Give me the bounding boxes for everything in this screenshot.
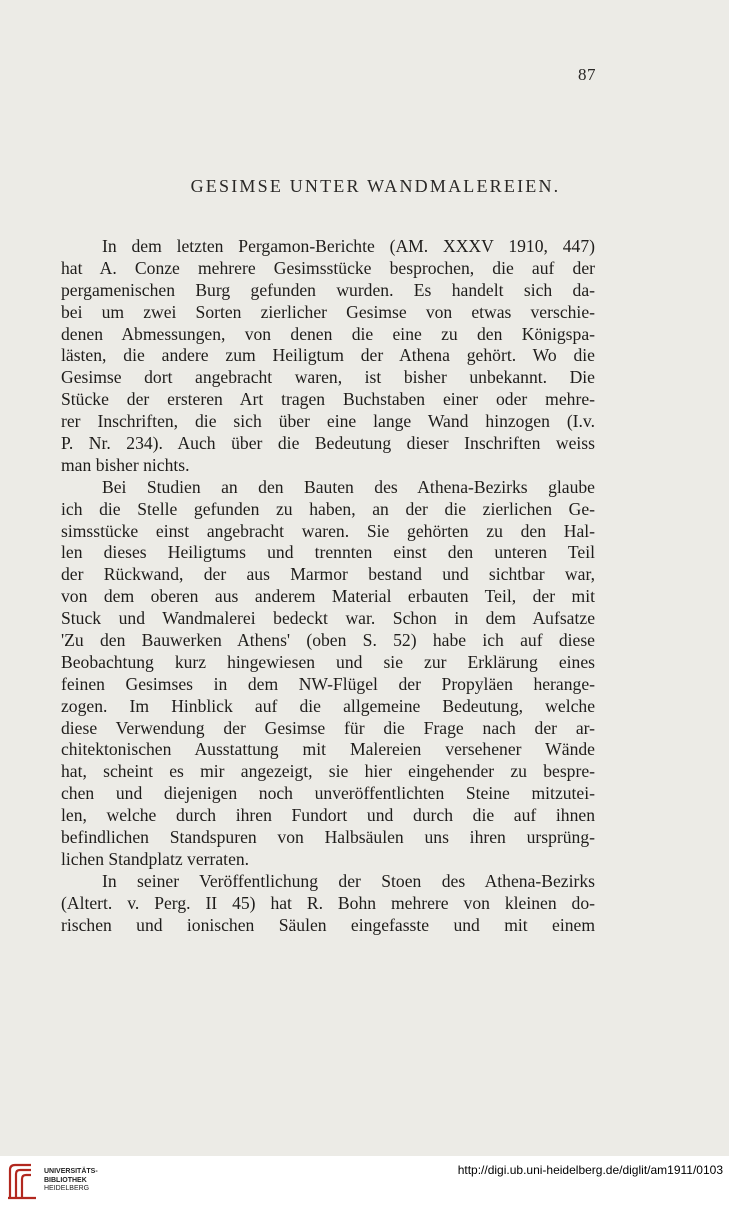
text-line: simsstücke einst angebracht waren. Sie gehörten zu den Hal- <box>61 520 595 541</box>
text-line: diese Verwendung der Gesimse für die Frage nach der ar- <box>61 717 595 738</box>
page-number: 87 <box>578 65 596 84</box>
text-line: Gesimse dort angebracht waren, ist bisher unbekannt. Die <box>61 367 595 388</box>
text-line: Bei Studien an den Bauten des Athena-Bezirks glaube <box>102 476 595 497</box>
text-line: der Rückwand, der aus Marmor bestand und sichtbar war, <box>61 564 595 585</box>
text-line: Stücke der ersteren Art tragen Buchstaben einer oder mehre- <box>61 389 595 410</box>
library-name <box>44 1168 98 1194</box>
text-line: von dem oberen aus anderem Material erbauten Teil, der mit <box>61 586 595 607</box>
text-line: len, welche durch ihren Fundort und durch die auf ihnen <box>61 805 595 826</box>
text-line: denen Abmessungen, von denen die eine zu den Königspa- <box>61 323 595 344</box>
library-name-line: HEIDELBERG <box>44 1185 90 1192</box>
body-text <box>61 236 595 937</box>
text-line: rer Inschriften, die sich über eine lange Wand hinzogen (I.v. <box>61 411 595 432</box>
text-line: chen und diejenigen noch unveröffentlichten Steine mitzutei- <box>61 783 595 804</box>
university-library-logo-icon <box>6 1162 40 1202</box>
text-line: hat A. Conze mehrere Gesimsstücke besprochen, die auf der <box>61 257 595 278</box>
text-line: Beobachtung kurz hingewiesen und sie zur Erklärung eines <box>61 651 595 672</box>
text-line: lichen Standplatz verraten. <box>61 848 250 869</box>
text-line: befindlichen Standspuren von Halbsäulen uns ihren ursprüng- <box>61 827 595 848</box>
text-line: len dieses Heiligtums und trennten einst den unteren Teil <box>61 542 595 563</box>
permalink-url[interactable]: http://digi.ub.uni-heidelberg.de/diglit/am1911/0103 <box>457 1163 723 1177</box>
text-line: (Altert. v. Perg. II 45) hat R. Bohn mehrere von kleinen do- <box>61 892 595 913</box>
library-name-line: UNIVERSITÄTS- <box>44 1168 98 1175</box>
text-line: In dem letzten Pergamon-Berichte (AM. XXXV 1910, 447) <box>102 236 595 256</box>
text-line: lästen, die andere zum Heiligtum der Athena gehört. Wo die <box>61 345 595 366</box>
text-line: feinen Gesimses in dem NW-Flügel der Propyläen herange- <box>61 673 595 694</box>
text-line: bei um zwei Sorten zierlicher Gesimse von etwas verschie- <box>61 301 595 322</box>
page-title: GESIMSE UNTER WANDMALEREIEN. <box>190 176 561 196</box>
viewer-footer <box>0 1156 729 1207</box>
text-line: ich die Stelle gefunden zu haben, an der die zierlichen Ge- <box>61 498 595 519</box>
text-line: pergamenischen Burg gefunden wurden. Es handelt sich da- <box>61 279 595 300</box>
text-line: 'Zu den Bauwerken Athens' (oben S. 52) habe ich auf diese <box>61 630 595 651</box>
text-line: rischen und ionischen Säulen eingefasste und mit einem <box>61 914 595 935</box>
text-line: Stuck und Wandmalerei bedeckt war. Schon in dem Aufsatze <box>61 608 595 629</box>
text-line: man bisher nichts. <box>61 454 190 475</box>
text-line: zogen. Im Hinblick auf die allgemeine Bedeutung, welche <box>61 695 595 716</box>
text-line: In seiner Veröffentlichung der Stoen des Athena-Bezirks <box>102 870 595 891</box>
text-line: P. Nr. 234). Auch über die Bedeutung dieser Inschriften weiss <box>61 433 595 454</box>
text-line: chitektonischen Ausstattung mit Malereien versehener Wände <box>61 739 595 760</box>
text-line: hat, scheint es mir angezeigt, sie hier eingehender zu bespre- <box>61 761 595 782</box>
library-name-line: BIBLIOTHEK <box>44 1176 87 1184</box>
